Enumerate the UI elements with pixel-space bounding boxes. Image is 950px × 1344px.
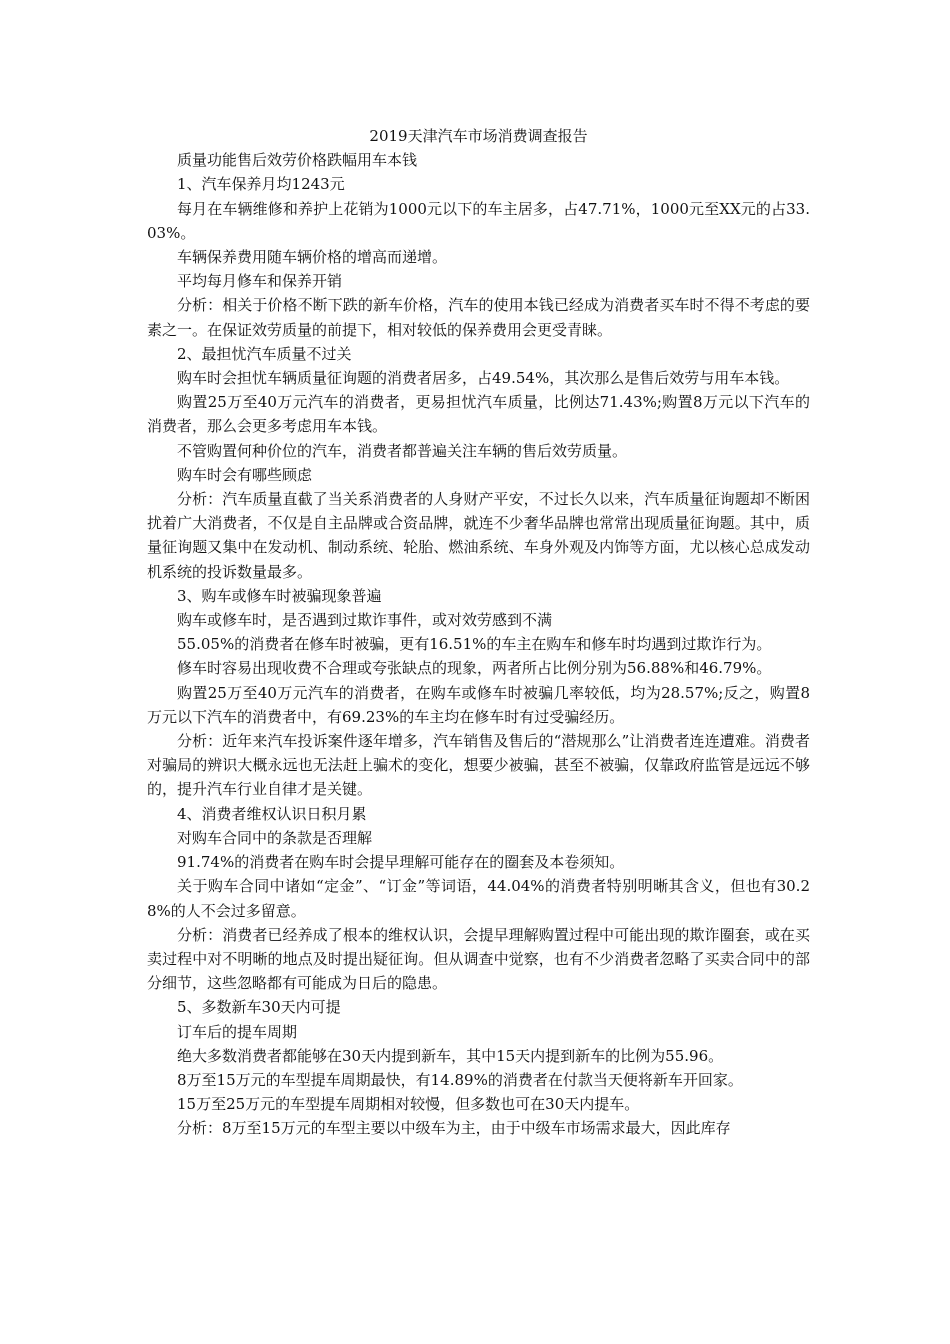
paragraph: 不管购置何种价位的汽车，消费者都普遍关注车辆的售后效劳质量。 [177,441,628,460]
section-heading: 1、汽车保养月均1243元 [177,175,345,194]
paragraph: 质量功能售后效劳价格跌幅用车本钱 [177,151,418,170]
paragraph: 购置25万至40万元汽车的消费者，更易担忧汽车质量，比例达71.43%;购置8万元以下汽车的消费者，那么会更多考虑用车本钱。 [147,393,810,436]
paragraph: 修车时容易出现收费不合理或夸张缺点的现象，两者所占比例分别为56.88%和46.79%。 [177,659,772,678]
paragraph: 购车时会担忧车辆质量征询题的消费者居多，占49.54%，其次那么是售后效劳与用车本钱。 [177,369,790,388]
paragraph: 绝大多数消费者都能够在30天内提到新车，其中15天内提到新车的比例为55.96。 [177,1046,724,1065]
analysis-paragraph: 分析：8万至15万元的车型主要以中级车为主，由于中级车市场需求最大，因此库存 [177,1119,731,1138]
chart-caption: 购车时会有哪些顾虑 [177,465,313,484]
paragraph: 每月在车辆维修和养护上花销为1000元以下的车主居多，占47.71%，1000元至XX元的占33.03%。 [147,199,810,242]
analysis-paragraph: 分析：汽车质量直截了当关系消费者的人身财产平安，不过长久以来，汽车质量征询题却不断困扰着广大消费者，不仅是自主品牌或合资品牌，就连不少奢华品牌也常常出现质量征询题。其中，质量征询题又集中在发动机、制动系统、轮胎、燃油系统、车身外观及内饰等方面，尤以核心总成发动机系统的投诉数量最多。 [147,490,810,581]
paragraph: 车辆保养费用随车辆价格的增高而递增。 [177,248,448,267]
paragraph: 8万至15万元的车型提车周期最快，有14.89%的消费者在付款当天便将新车开回家。 [177,1070,743,1089]
paragraph: 55.05%的消费者在修车时被骗，更有16.51%的车主在购车和修车时均遇到过欺诈行为。 [177,635,772,654]
section-heading: 5、多数新车30天内可提 [177,998,341,1017]
document-title: 2019天津汽车市场消费调查报告 [369,127,588,145]
section-heading: 3、购车或修车时被骗现象普遍 [177,586,382,605]
analysis-paragraph: 分析：近年来汽车投诉案件逐年增多，汽车销售及售后的“潜规那么”让消费者连连遭难。消费者对骗局的辨识大概永远也无法赶上骗术的变化，想要少被骗，甚至不被骗，仅靠政府监管是远远不够的，提升汽车行业自律才是关键。 [147,732,810,799]
analysis-paragraph: 分析：消费者已经养成了根本的维权认识，会提早理解购置过程中可能出现的欺诈圈套，或在买卖过程中对不明晰的地点及时提出疑征询。但从调查中觉察，也有不少消费者忽略了买卖合同中的部分细节，这些忽略都有可能成为日后的隐患。 [147,925,810,993]
paragraph: 91.74%的消费者在购车时会提早理解可能存在的圈套及本卷须知。 [177,853,625,872]
paragraph: 购置25万至40万元汽车的消费者，在购车或修车时被骗几率较低，均为28.57%;反之，购置8万元以下汽车的消费者中，有69.23%的车主均在修车时有过受骗经历。 [147,683,810,726]
section-heading: 4、消费者维权认识日积月累 [177,804,367,823]
section-heading: 2、最担忧汽车质量不过关 [177,344,352,363]
chart-caption: 平均每月修车和保养开销 [177,272,343,291]
paragraph: 15万至25万元的车型提车周期相对较慢，但多数也可在30天内提车。 [177,1095,640,1114]
chart-caption: 订车后的提车周期 [177,1022,298,1041]
analysis-paragraph: 分析：相关于价格不断下跌的新车价格，汽车的使用本钱已经成为消费者买车时不得不考虑的要素之一。在保证效劳质量的前提下，相对较低的保养费用会更受青睐。 [147,296,810,339]
chart-caption: 购车或修车时，是否遇到过欺诈事件，或对效劳感到不满 [177,611,553,630]
paragraph: 关于购车合同中诸如“定金”、“订金”等词语，44.04%的消费者特别明晰其含义，但也有30.28%的人不会过多留意。 [147,877,810,920]
document-page [147,124,810,1141]
chart-caption: 对购车合同中的条款是否理解 [177,828,373,847]
